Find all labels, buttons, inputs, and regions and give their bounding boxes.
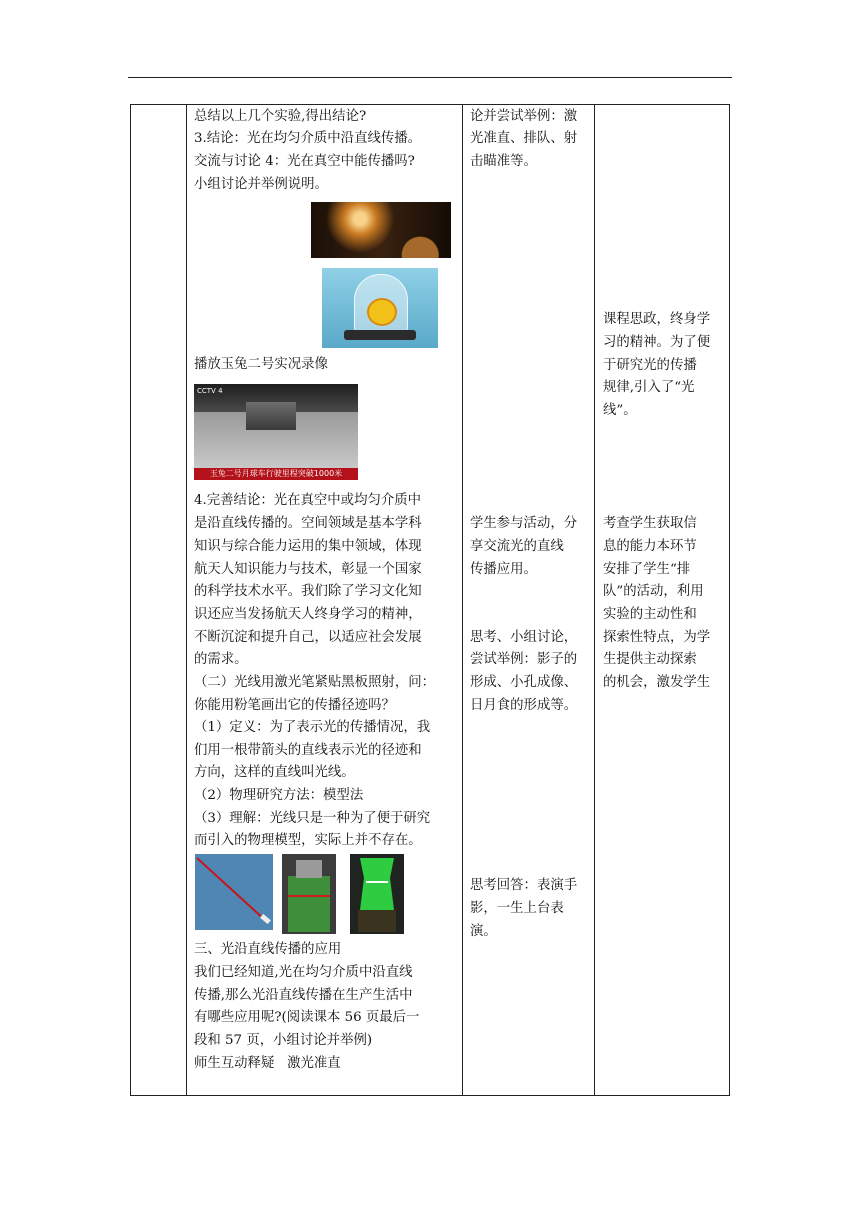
text-line: 们用一根带箭头的直线表示光的径迹和 (194, 743, 422, 758)
text-line: 师生互动释疑 激光准直 (194, 1056, 341, 1071)
text-line: （3）理解：光线只是一种为了便于研究 (194, 811, 431, 826)
text-line: 你能用粉笔画出它的传播径迹吗？ (194, 698, 395, 713)
laser-beam-drawing (195, 854, 273, 930)
text-line: 不断沉淀和提升自己，以适应社会发展 (194, 630, 422, 645)
text-line: 方向，这样的直线叫光线。 (194, 765, 355, 780)
text-line: 尝试举例：影子的 (470, 652, 578, 667)
text-line: 是沿直线传播的。空间领域是基本学科 (194, 516, 422, 531)
rover-shape (246, 402, 296, 430)
text-line: 思考回答：表演手 (470, 878, 578, 893)
text-line: 知识与综合能力运用的集中领域，体现 (194, 539, 422, 554)
text-line: 而引入的物理模型，实际上并不存在。 (194, 833, 422, 848)
text-line: （2）物理研究方法：模型法 (194, 788, 364, 803)
text-line: 段和 57 页，小组讨论并举例) (194, 1033, 373, 1048)
text-line: 识还应当发扬航天人终身学习的精神， (194, 607, 422, 622)
text-line: 交流与讨论 4：光在真空中能传播吗? (194, 154, 415, 169)
column-design-intent (595, 105, 731, 1095)
text-line: 我们已经知道,光在均匀介质中沿直线 (194, 965, 413, 980)
text-line: 总结以上几个实验,得出结论? (194, 109, 367, 124)
text-line: 光准直、排队、射 (470, 131, 578, 146)
text-line: 队”的活动，利用 (603, 584, 704, 599)
text-line: 生提供主动探索 (603, 652, 697, 667)
column-blank (131, 105, 187, 1095)
bell-jar-clock-image (322, 268, 438, 348)
text-line: 考查学生获取信 (603, 516, 697, 531)
jar-base (344, 330, 416, 340)
green-smoke-drawing (282, 854, 336, 934)
laser-smoke-image (282, 854, 336, 934)
text-line: 息的能力本环节 (603, 539, 697, 554)
text-line: 规律,引入了“光 (603, 380, 695, 395)
green-beam-drawing (350, 854, 404, 934)
laser-green-image (350, 854, 404, 934)
text-line: 学生参与活动，分 (470, 516, 578, 531)
column-student-activity (463, 105, 595, 1095)
text-line: 形成、小孔成像、 (470, 675, 578, 690)
text-line: 思考、小组讨论， (470, 630, 578, 645)
text-line: 三、光沿直线传播的应用 (194, 942, 342, 957)
text-line: 于研究光的传播 (603, 358, 697, 373)
text-line: 传播应用。 (470, 562, 537, 577)
text-line: 实验的主动性和 (603, 607, 697, 622)
text-line: 3.结论：光在均匀介质中沿直线传播。 (194, 131, 422, 146)
text-line: （1）定义：为了表示光的传播情况，我 (194, 720, 431, 735)
text-line: 影，一生上台表 (470, 901, 564, 916)
text-line: 小组讨论并举例说明。 (194, 177, 328, 192)
text-line: 4.完善结论：光在真空中或均匀介质中 (194, 493, 422, 508)
laser-board-image (195, 854, 273, 930)
text-line: 击瞄准等。 (470, 154, 537, 169)
text-line: 的需求。 (194, 652, 248, 667)
moon-rover-video-image (194, 384, 358, 480)
cctv-logo: CCTV 4 (197, 387, 223, 395)
space-planet-image (311, 202, 451, 258)
column-teacher-activity (187, 105, 463, 1095)
text-line: 有哪些应用呢?(阅读课本 56 页最后一 (194, 1010, 420, 1025)
text-line: 的科学技术水平。我们除了学习文化知 (194, 584, 422, 599)
text-line: 航天人知识能力与技术，彰显一个国家 (194, 562, 422, 577)
text-line: 习的精神。为了便 (603, 335, 711, 350)
text-line: 的机会，激发学生 (603, 675, 711, 690)
text-line: 课程思政，终身学 (603, 312, 711, 327)
header-rule (128, 77, 732, 78)
text-line: 日月食的形成等。 (470, 698, 578, 713)
video-caption: 玉兔二号月球车行驶里程突破1000米 (194, 468, 358, 480)
text-line: 线”。 (603, 403, 637, 418)
text-line: 演。 (470, 924, 497, 939)
lesson-table (130, 104, 730, 1096)
text-line: 安排了学生“排 (603, 562, 691, 577)
text-line: 享交流光的直线 (470, 539, 564, 554)
text-line: 传播,那么光沿直线传播在生产生活中 (194, 988, 413, 1003)
text-line: 探索性特点，为学 (603, 630, 711, 645)
text-line: 论并尝试举例：激 (470, 109, 578, 124)
alarm-clock (367, 298, 397, 326)
text-line: 播放玉兔二号实况录像 (194, 357, 328, 372)
text-line: （二）光线用激光笔紧贴黑板照射，问： (194, 675, 436, 690)
